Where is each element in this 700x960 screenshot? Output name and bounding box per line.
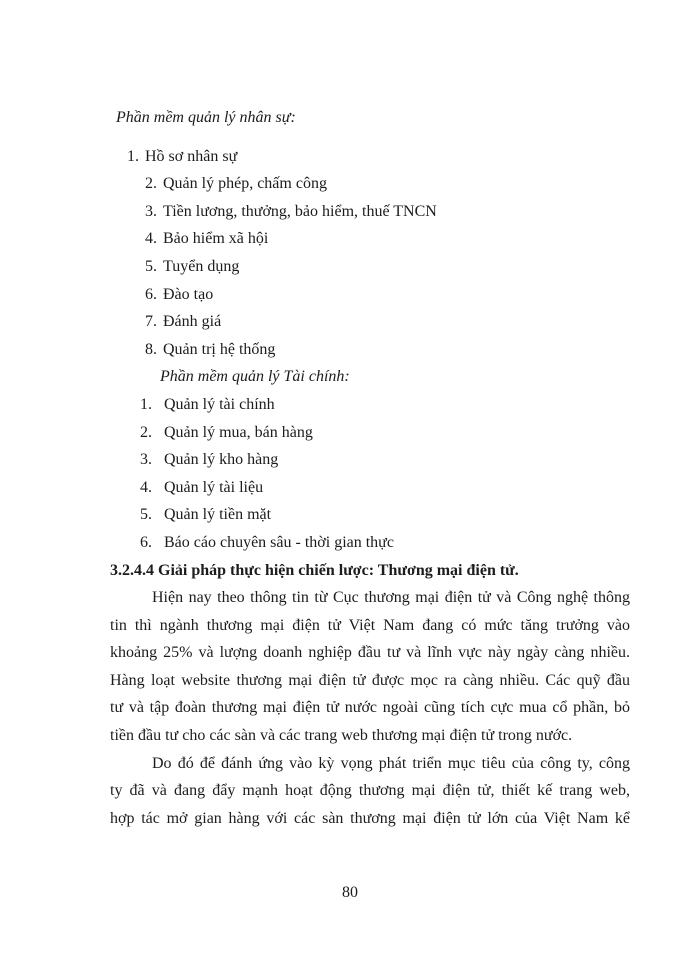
list-item (110, 198, 630, 226)
text-line: ty đã và đang đẩy mạnh hoạt động thương mại điện tử, thiết kế trang web, (110, 782, 630, 800)
item-text: Quản lý phép, chấm công (163, 175, 327, 193)
item-text: Tiền lương, thưởng, bảo hiểm, thuế TNCN (163, 202, 437, 220)
list-item (110, 253, 630, 281)
item-text: Đào tạo (163, 285, 214, 303)
item-number: 6. (140, 533, 152, 551)
item-number: 6. (145, 285, 157, 303)
list-item (110, 336, 630, 364)
item-number: 5. (140, 506, 152, 524)
item-number: 8. (145, 340, 157, 358)
item-text: Quản trị hệ thống (163, 340, 276, 358)
item-text: Quản lý kho hàng (164, 451, 279, 469)
section-heading: 3.2.4.4 Giải pháp thực hiện chiến lược: Thương mại điện tử. (110, 561, 519, 579)
item-text: Tuyển dụng (163, 257, 240, 275)
page-number: 80 (342, 884, 358, 901)
item-number: 2. (145, 175, 157, 193)
text-line: Do đó để đánh ứng vào kỳ vọng phát triển mục tiêu của công ty, công (152, 754, 630, 772)
item-text: Quản lý mua, bán hàng (164, 423, 313, 441)
section2-title: Phần mềm quản lý Tài chính: (160, 368, 350, 386)
item-number: 1. (140, 395, 152, 413)
item-text: Đánh giá (163, 313, 222, 331)
list-item (110, 281, 630, 309)
list-item (110, 143, 630, 171)
item-number: 7. (145, 313, 157, 331)
text-line: Hàng loạt website thương mại điện tử được mọc ra càng nhiều. Các quỹ đầu (110, 671, 630, 689)
item-number: 3. (140, 451, 152, 469)
list-item (110, 446, 630, 474)
section1-title: Phần mềm quản lý nhân sự: (116, 109, 296, 126)
list-item (110, 474, 630, 502)
hr-software-list (110, 143, 630, 364)
text-line: tin thì ngành thương mại điện tử Việt Nam đang có mức tăng trưởng vào (110, 616, 630, 634)
text-line: khoảng 25% và lượng doanh nghiệp đầu tư và lĩnh vực này ngày càng nhiều. (110, 644, 630, 662)
item-number: 1. (127, 147, 139, 165)
list-item (110, 391, 630, 419)
item-text: Báo cáo chuyên sâu - thời gian thực (164, 533, 394, 551)
item-number: 3. (145, 202, 157, 220)
paragraph-1 (110, 584, 630, 750)
item-text: Quản lý tài chính (164, 395, 275, 413)
text-line: hợp tác mở gian hàng với các sàn thương mại điện tử lớn của Việt Nam kể (110, 809, 630, 827)
text-line: tư và tập đoàn thương mại điện tử nước ngoài cũng tích cực mua cổ phần, bỏ (110, 699, 630, 717)
item-text: Quản lý tài liệu (164, 478, 264, 496)
item-number: 4. (145, 230, 157, 248)
paragraph-2 (110, 750, 630, 833)
item-number: 2. (140, 423, 152, 441)
list-item (110, 225, 630, 253)
list-item (110, 501, 630, 529)
list-item (110, 170, 630, 198)
list-item (110, 529, 630, 557)
list-item (110, 308, 630, 336)
item-text: Bảo hiểm xã hội (163, 230, 269, 248)
item-number: 5. (145, 257, 157, 275)
item-text: Hồ sơ nhân sự (145, 147, 238, 165)
content-area (110, 104, 630, 832)
text-line: Hiện nay theo thông tin từ Cục thương mại điện tử và Công nghệ thông (152, 589, 630, 607)
item-number: 4. (140, 478, 152, 496)
item-text: Quản lý tiền mặt (164, 506, 272, 524)
text-line: tiền đầu tư cho các sàn và các trang web thương mại điện tử trong nước. (110, 727, 573, 745)
finance-software-list (110, 391, 630, 557)
list-item (110, 419, 630, 447)
